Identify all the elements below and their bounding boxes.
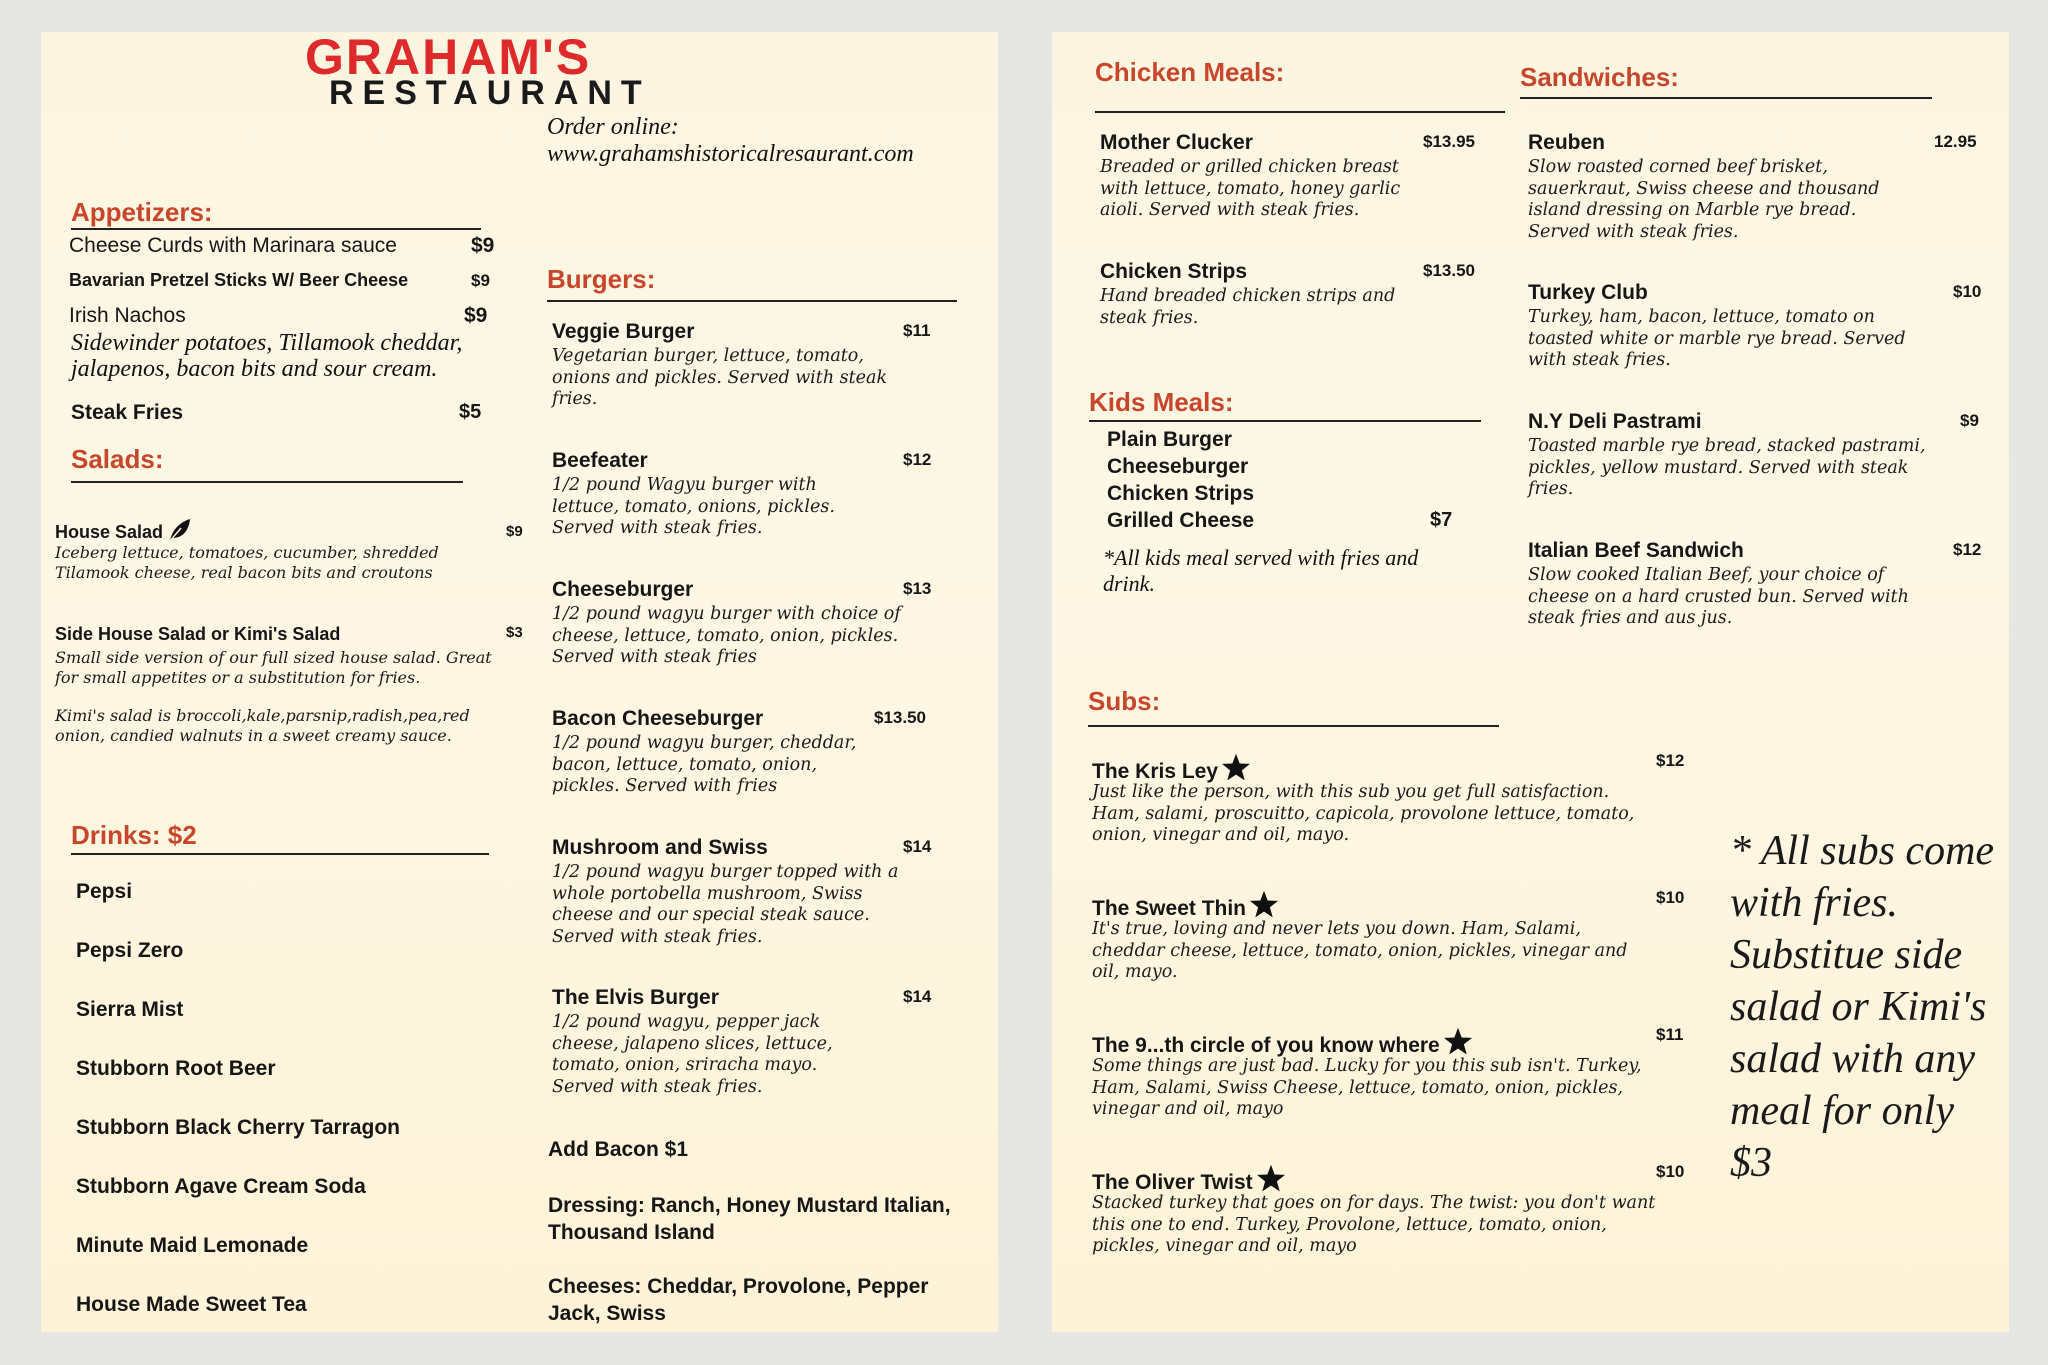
brand-subtitle: RESTAURANT (329, 74, 651, 112)
appetizer-price: $9 (471, 234, 495, 257)
chicken-heading: Chicken Meals: (1095, 57, 1285, 87)
burger-name: Cheeseburger (552, 578, 694, 601)
leaf-icon (166, 517, 192, 543)
chicken-name: Mother Clucker (1100, 131, 1253, 154)
kids-item: Chicken Strips (1107, 482, 1255, 505)
burger-name: Beefeater (552, 449, 648, 472)
drink-item: Stubborn Root Beer (76, 1057, 276, 1080)
order-online-label: Order online: (547, 114, 679, 140)
burger-price: $14 (903, 987, 932, 1006)
sandwich-description: Slow cooked Italian Beef, your choice of cheese on a hard crusted bun. Served with steak fries and aus jus. (1528, 565, 1909, 628)
sandwiches-rule (1520, 97, 1932, 99)
burger-name: Veggie Burger (552, 320, 695, 343)
dressing-options: Dressing: Ranch, Honey Mustard Italian, Thousand Island (548, 1194, 951, 1244)
sandwich-price: $12 (1953, 540, 1982, 559)
sub-description: Just like the person, with this sub you get full satisfaction. Ham, salami, proscuitto, capicola, provolone lettuce, tomato, onion, vinegar and oil, mayo. (1092, 782, 1635, 845)
appetizer-name: Steak Fries (71, 401, 184, 424)
kids-item: Plain Burger (1107, 428, 1232, 451)
sandwich-price: $9 (1960, 411, 1979, 430)
burger-description: 1/2 pound Wagyu burger with lettuce, tomato, onions, pickles. Served with steak fries. (552, 475, 835, 538)
burger-price: $12 (903, 450, 932, 469)
subs-rule (1088, 725, 1499, 727)
salad-description: Kimi's salad is broccoli,kale,parsnip,radish,pea,red onion, candied walnuts in a sweet creamy sauce. (55, 706, 470, 745)
burger-price: $13.50 (874, 708, 926, 727)
burger-description: 1/2 pound wagyu, pepper jack cheese, jalapeno slices, lettuce, tomato, onion, sriracha mayo. Served with steak fries. (552, 1012, 833, 1097)
cheese-options: Cheeses: Cheddar, Provolone, Pepper Jack, Swiss (548, 1275, 929, 1325)
salad-description: Iceberg lettuce, tomatoes, cucumber, shredded Tilamook cheese, real bacon bits and croutons (55, 543, 439, 582)
sandwich-name: Italian Beef Sandwich (1528, 539, 1744, 562)
chicken-description: Hand breaded chicken strips and steak fries. (1100, 286, 1396, 328)
sub-price: $12 (1656, 751, 1685, 770)
sub-name: The Oliver Twist (1092, 1171, 1253, 1194)
sub-name: The Kris Ley (1092, 760, 1219, 783)
sandwiches-heading: Sandwiches: (1520, 62, 1679, 92)
subs-note: * All subs come with fries. Substitue side salad or Kimi's salad with any meal for only $3 (1730, 828, 1995, 1186)
sub-price: $10 (1656, 1162, 1685, 1181)
chicken-rule (1095, 111, 1505, 113)
appetizers-rule (71, 228, 481, 230)
burger-name: Bacon Cheeseburger (552, 707, 764, 730)
sub-price: $11 (1656, 1025, 1684, 1044)
star-icon (1249, 890, 1279, 919)
drink-item: Minute Maid Lemonade (76, 1234, 309, 1257)
sandwich-name: Reuben (1528, 131, 1606, 154)
burgers-heading: Burgers: (547, 264, 656, 294)
burger-description: 1/2 pound wagyu burger, cheddar, bacon, lettuce, tomato, onion, pickles. Served with fries (552, 733, 857, 796)
kids-item: Cheeseburger (1107, 455, 1249, 478)
order-online-url[interactable]: www.grahamshistoricalresaurant.com (547, 141, 914, 167)
salad-name-row (55, 517, 192, 543)
drink-item: Stubborn Agave Cream Soda (76, 1175, 366, 1198)
salads-heading: Salads: (71, 444, 164, 474)
drink-item: Pepsi (76, 880, 133, 903)
subs-heading: Subs: (1088, 686, 1161, 716)
chicken-price: $13.50 (1423, 261, 1475, 280)
star-icon (1221, 753, 1251, 782)
appetizer-price: $5 (459, 401, 482, 423)
salad-description: Small side version of our full sized house salad. Great for small appetites or a substitution for fries. (55, 648, 492, 687)
kids-note: *All kids meal served with fries and drink. (1103, 545, 1419, 596)
sandwich-description: Toasted marble rye bread, stacked pastrami, pickles, yellow mustard. Served with steak fries. (1528, 436, 1926, 499)
drink-item: House Made Sweet Tea (76, 1293, 307, 1316)
brand-name: GRAHAM'S (305, 32, 592, 85)
kids-rule (1089, 420, 1481, 422)
star-icon (1256, 1164, 1286, 1193)
appetizer-price: $9 (464, 304, 488, 327)
sub-description: Some things are just bad. Lucky for you this sub isn't. Turkey, Ham, Salami, Swiss Cheese, lettuce, tomato, onion, pickles, vinegar and oil, mayo (1092, 1056, 1642, 1119)
sandwich-price: $10 (1953, 282, 1982, 301)
appetizer-name: Irish Nachos (69, 304, 186, 327)
chicken-price: $13.95 (1423, 132, 1475, 151)
add-bacon: Add Bacon $1 (548, 1138, 689, 1161)
burger-description: 1/2 pound wagyu burger with choice of cheese, lettuce, tomato, onion, pickles. Served with steak fries (552, 604, 901, 667)
sandwich-price: 12.95 (1934, 132, 1977, 151)
sandwich-name: N.Y Deli Pastrami (1528, 410, 1702, 433)
salad-price: $9 (506, 523, 523, 540)
sandwich-description: Turkey, ham, bacon, lettuce, tomato on toasted white or marble rye bread. Served with steak fries. (1528, 307, 1906, 370)
burgers-rule (547, 300, 957, 302)
sub-price: $10 (1656, 888, 1685, 907)
chicken-description: Breaded or grilled chicken breast with lettuce, tomato, honey garlic aioli. Served with steak fries. (1100, 157, 1401, 220)
sub-name-row (1092, 1027, 1473, 1056)
sub-description: Stacked turkey that goes on for days. The twist: you don't want this one to end. Turkey, Provolone, lettuce, tomato, onion, pickles, vinegar and oil, mayo (1092, 1193, 1656, 1256)
burger-price: $11 (903, 321, 931, 340)
appetizer-description: Sidewinder potatoes, Tillamook cheddar, jalapenos, bacon bits and sour cream. (71, 330, 463, 382)
appetizer-name: Bavarian Pretzel Sticks W/ Beer Cheese (69, 270, 409, 290)
drink-item: Sierra Mist (76, 998, 184, 1021)
sub-name: The 9...th circle of you know where (1092, 1034, 1440, 1057)
burger-description: Vegetarian burger, lettuce, tomato, onions and pickles. Served with steak fries. (552, 346, 888, 409)
drinks-heading: Drinks: $2 (71, 820, 197, 850)
burger-name: The Elvis Burger (552, 986, 719, 1009)
salad-price: $3 (506, 624, 523, 641)
sub-name-row (1092, 890, 1279, 919)
burger-name: Mushroom and Swiss (552, 836, 768, 859)
drink-item: Stubborn Black Cherry Tarragon (76, 1116, 401, 1139)
appetizers-heading: Appetizers: (71, 197, 213, 227)
burger-description: 1/2 pound wagyu burger topped with a whole portobella mushroom, Swiss cheese and our special steak sauce. Served with steak fries. (552, 862, 899, 947)
sub-description: It's true, loving and never lets you down. Ham, Salami, cheddar cheese, lettuce, tomato, onion, pickles, vinegar and oil, mayo. (1092, 919, 1628, 982)
sandwich-description: Slow roasted corned beef brisket, sauerkraut, Swiss cheese and thousand island dressing on Marble rye bread. Served with steak fries. (1528, 157, 1880, 242)
sub-name-row (1092, 1164, 1286, 1193)
drinks-rule (71, 853, 489, 855)
salad-name: House Salad (55, 522, 164, 542)
chicken-name: Chicken Strips (1100, 260, 1248, 283)
sub-name-row (1092, 753, 1251, 782)
star-icon (1443, 1027, 1473, 1056)
salads-rule (71, 481, 463, 483)
burger-price: $14 (903, 837, 932, 856)
salad-name: Side House Salad or Kimi's Salad (55, 624, 341, 644)
sandwich-name: Turkey Club (1528, 281, 1648, 304)
kids-heading: Kids Meals: (1089, 387, 1234, 417)
menu-page-left (41, 32, 998, 1332)
kids-price: $7 (1430, 509, 1453, 531)
kids-item: Grilled Cheese (1107, 509, 1255, 532)
menu-page-right (1052, 32, 2009, 1332)
sub-name: The Sweet Thin (1092, 897, 1247, 920)
appetizer-price: $9 (471, 271, 490, 290)
appetizer-name: Cheese Curds with Marinara sauce (69, 234, 397, 257)
burger-price: $13 (903, 579, 932, 598)
drink-item: Pepsi Zero (76, 939, 184, 962)
